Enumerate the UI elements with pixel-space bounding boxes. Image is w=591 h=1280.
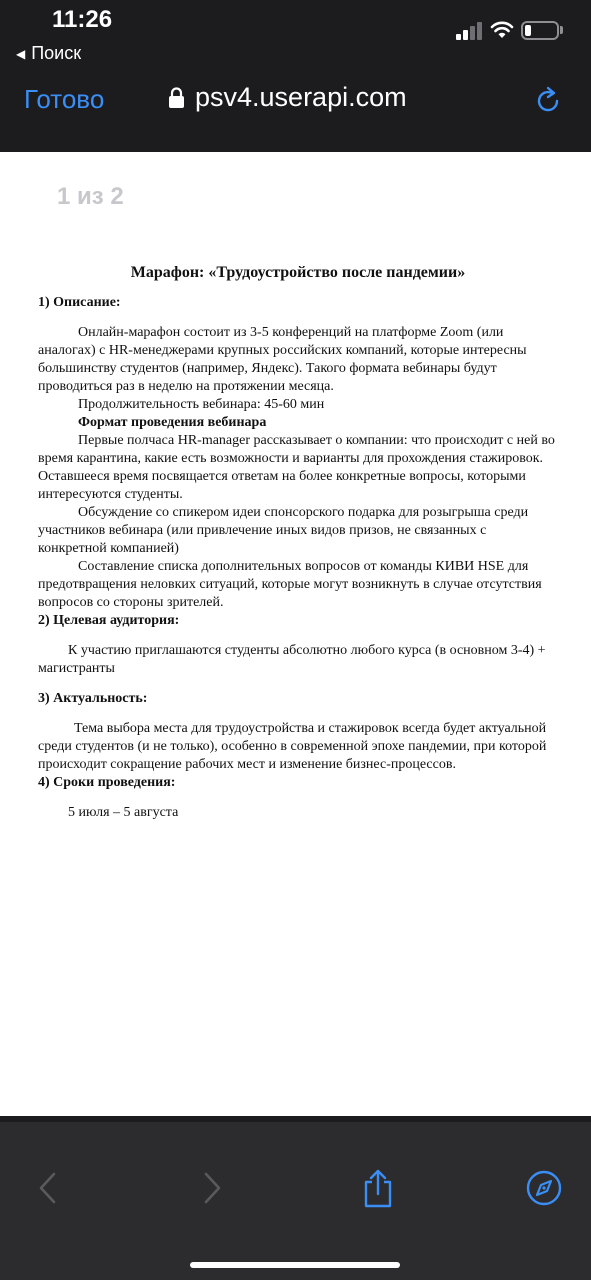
- document-top-border: [0, 134, 591, 152]
- back-button[interactable]: [28, 1168, 68, 1208]
- battery-icon: [521, 21, 559, 40]
- format-paragraph-1: Первые полчаса HR-manager рассказывает о компании: что происходит с ней во время карантина, какие есть возможности и варианты для прохождения стажировок. Оставшееся время посвящается ответам на более конкретные вопросы, которыми интересуются студенты.: [38, 433, 555, 502]
- duration-text: Продолжительность вебинара: 45-60 мин: [78, 397, 325, 412]
- back-icon: [36, 1171, 60, 1205]
- format-paragraph-2: Обсуждение со спикером идеи спонсорского подарка для розыгрыша среди участников вебинара (или привлечение иных видов призов, не связанных с конкретной компанией): [38, 505, 529, 556]
- description-paragraph: Онлайн-марафон состоит из 3-5 конференций на платформе Zoom (или аналогах) с HR-менеджерами крупных российских компаний, которые интересны большинству студентов (например, Яндекс). Такого формата вебинары будут проводиться раз в неделю на протяжении месяца.: [38, 325, 527, 394]
- open-in-safari-button[interactable]: [524, 1168, 564, 1208]
- section-relevance-heading: 3) Актуальность:: [38, 691, 148, 706]
- page-counter: 1 из 2: [57, 183, 124, 210]
- bottom-toolbar: [0, 1122, 591, 1280]
- document-page[interactable]: [0, 152, 591, 1116]
- url-text: psv4.userapi.com: [195, 82, 407, 112]
- reload-icon[interactable]: [531, 84, 565, 118]
- share-icon: [361, 1168, 395, 1208]
- status-bar: [0, 0, 591, 72]
- cellular-signal-icon: [456, 20, 482, 40]
- section-description-heading: 1) Описание:: [38, 295, 121, 310]
- format-paragraph-3: Составление списка дополнительных вопросов от команды КИВИ HSE для предотвращения неловких ситуаций, которые могут возникнуть в случае отсутствия вопросов со стороны зрителей.: [38, 559, 542, 610]
- back-triangle-icon: ◀: [16, 46, 26, 61]
- document-title: Марафон: «Трудоустройство после пандемии»: [130, 264, 466, 281]
- forward-icon: [200, 1171, 224, 1205]
- dates-text: 5 июля – 5 августа: [68, 805, 179, 820]
- relevance-text: Тема выбора места для трудоустройства и стажировок всегда будет актуальной среди студентов (и не только), особенно в современной эпохе пандемии, при которой происходит сокращение рабочих мест и изменение бизнес-процессов.: [38, 721, 547, 772]
- done-button[interactable]: Готово: [24, 84, 105, 114]
- section-dates-heading: 4) Сроки проведения:: [38, 775, 176, 790]
- audience-text: К участию приглашаются студенты абсолютно любого курса (в основном 3-4) + магистранты: [38, 643, 546, 676]
- browser-toolbar: [0, 72, 591, 134]
- lock-icon: [168, 87, 185, 109]
- back-app-label: Поиск: [31, 43, 82, 63]
- back-to-app-link[interactable]: [16, 43, 81, 64]
- wifi-icon: [490, 18, 514, 40]
- address-bar[interactable]: [168, 82, 407, 113]
- home-indicator[interactable]: [190, 1262, 400, 1268]
- status-time: 11:26: [52, 6, 113, 33]
- share-button[interactable]: [358, 1168, 398, 1208]
- format-heading: Формат проведения вебинара: [78, 415, 267, 430]
- safari-icon: [525, 1169, 563, 1207]
- battery-cap: [560, 26, 563, 34]
- document-body: [38, 264, 558, 822]
- section-audience-heading: 2) Целевая аудитория:: [38, 613, 180, 628]
- forward-button[interactable]: [192, 1168, 232, 1208]
